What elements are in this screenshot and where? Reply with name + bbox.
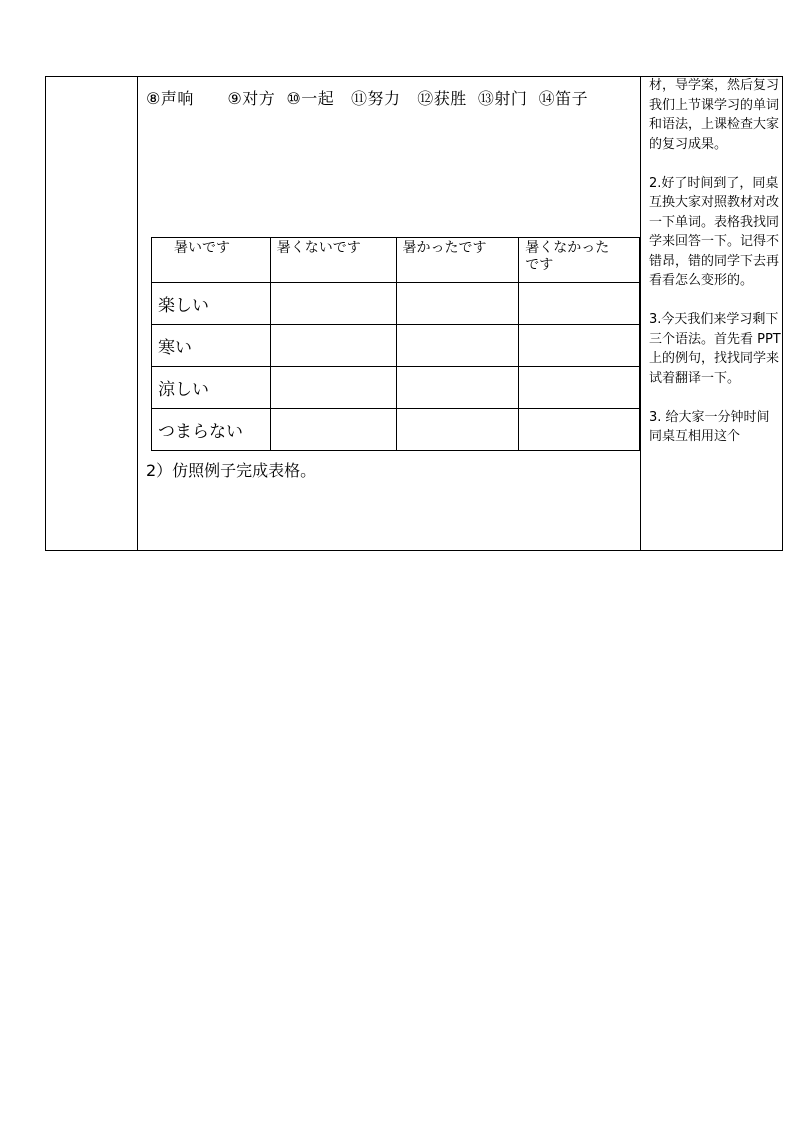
teacher-note: 3. 给大家一分钟时间同桌互相用这个 bbox=[649, 409, 770, 444]
header-cell: 暑くないです bbox=[270, 238, 396, 283]
word-cell: 涼しい bbox=[152, 367, 271, 409]
conjugation-table bbox=[151, 237, 640, 451]
table-row bbox=[152, 367, 640, 409]
blank-cell bbox=[519, 283, 640, 325]
teacher-note: 材，导学案，然后复习我们上节课学习的单词和语法，上课检查大家的复习成果。 bbox=[649, 78, 780, 152]
blank-cell bbox=[270, 409, 396, 451]
word-cell: 寒い bbox=[152, 325, 271, 367]
teacher-note: 2.好了时间到了，同桌互换大家对照教材对改一下单词。表格我找同学来回答一下。记得不错昂，错的同学下去再看看怎么变形的。 bbox=[649, 175, 780, 288]
blank-cell bbox=[519, 325, 640, 367]
header-cell: 暑くなかった です bbox=[519, 238, 640, 283]
table-row bbox=[152, 283, 640, 325]
teacher-note: 3.今天我们来学习剩下三个语法。首先看 PPT 上的例句，找找同学来试着翻译一下。 bbox=[649, 312, 781, 386]
blank-cell bbox=[396, 325, 519, 367]
blank-cell bbox=[396, 367, 519, 409]
table-row bbox=[152, 325, 640, 367]
header-cell: 暑かったです bbox=[396, 238, 519, 283]
blank-cell bbox=[270, 283, 396, 325]
word-cell: 楽しい bbox=[152, 283, 271, 325]
blank-cell bbox=[396, 283, 519, 325]
exercise-instruction: 2）仿照例子完成表格。 bbox=[146, 461, 317, 480]
blank-cell bbox=[270, 367, 396, 409]
table-row bbox=[152, 409, 640, 451]
blank-cell bbox=[519, 367, 640, 409]
teacher-notes bbox=[649, 76, 781, 447]
header-cell: 暑いです bbox=[152, 238, 271, 283]
blank-cell bbox=[519, 409, 640, 451]
vocabulary-list: ⑧声响 ⑨对方 ⑩一起 ⑪努力 ⑫获胜 ⑬射门 ⑭笛子 bbox=[146, 89, 589, 108]
blank-cell bbox=[396, 409, 519, 451]
lesson-stage-cell bbox=[46, 77, 138, 551]
word-cell: つまらない bbox=[152, 409, 271, 451]
blank-cell bbox=[270, 325, 396, 367]
